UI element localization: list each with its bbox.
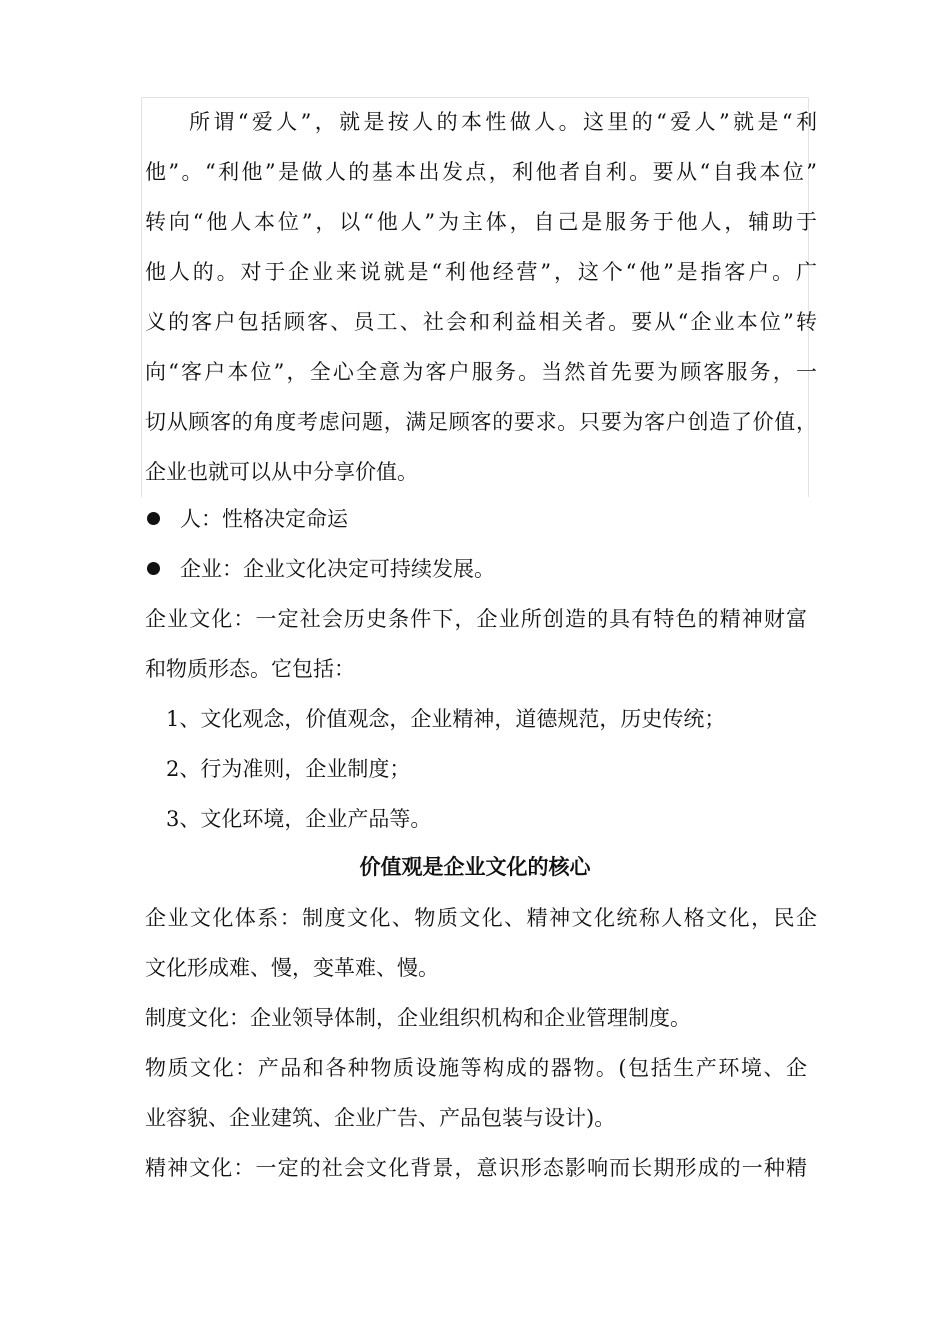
- section-heading: 价值观是企业文化的核心: [359, 855, 591, 879]
- numbered-item-3: 3、文化环境，企业产品等。: [166, 807, 432, 831]
- paragraph-line-7: 切从顾客的角度考虑问题，满足顾客的要求。只要为客户创造了价值，: [145, 410, 817, 434]
- paragraph-line-1: 所谓“爱人”，就是按人的本性做人。这里的“爱人”就是“利: [189, 110, 817, 134]
- bullet-item-person: [145, 504, 817, 534]
- paragraph-line-5: 义的客户包括顾客、员工、社会和利益相关者。要从“企业本位”转: [145, 310, 817, 334]
- material-line-2: 业容貌、企业建筑、企业广告、产品包装与设计)。: [145, 1106, 616, 1130]
- paragraph-line-8: 企业也就可以从中分享价值。: [145, 460, 418, 484]
- paragraph-line-3: 转向“他人本位”，以“他人”为主体，自己是服务于他人，辅助于: [145, 210, 817, 234]
- definition-line-2: 和物质形态。它包括：: [145, 657, 355, 681]
- paragraph-line-6: 向“客户本位”，全心全意为客户服务。当然首先要为顾客服务，一: [145, 360, 817, 384]
- bullet-icon: [147, 562, 160, 575]
- definition-line-1: 企业文化：一定社会历史条件下，企业所创造的具有特色的精神财富: [145, 607, 807, 631]
- system-line-1: 企业文化体系：制度文化、物质文化、精神文化统称人格文化，民企: [145, 906, 817, 930]
- system-line-2: 文化形成难、慢，变革难、慢。: [145, 956, 439, 980]
- bullet-text: 人：性格决定命运: [180, 507, 348, 531]
- numbered-item-1: 1、文化观念，价值观念，企业精神，道德规范，历史传统；: [166, 707, 726, 731]
- bullet-item-enterprise: [145, 554, 817, 584]
- material-line-1: 物质文化：产品和各种物质设施等构成的器物。(包括生产环境、企: [145, 1056, 807, 1080]
- paragraph-line-2: 他”。“利他”是做人的基本出发点，利他者自利。要从“自我本位”: [145, 160, 817, 184]
- bullet-icon: [147, 512, 160, 525]
- institutional-culture-line: 制度文化：企业领导体制，企业组织机构和企业管理制度。: [145, 1006, 691, 1030]
- numbered-item-2: 2、行为准则，企业制度；: [166, 757, 411, 781]
- spiritual-culture-line: 精神文化：一定的社会文化背景，意识形态影响而长期形成的一种精: [145, 1156, 807, 1180]
- paragraph-line-4: 他人的。对于企业来说就是“利他经营”，这个“他”是指客户。广: [145, 260, 817, 284]
- bullet-text: 企业：企业文化决定可持续发展。: [180, 557, 495, 581]
